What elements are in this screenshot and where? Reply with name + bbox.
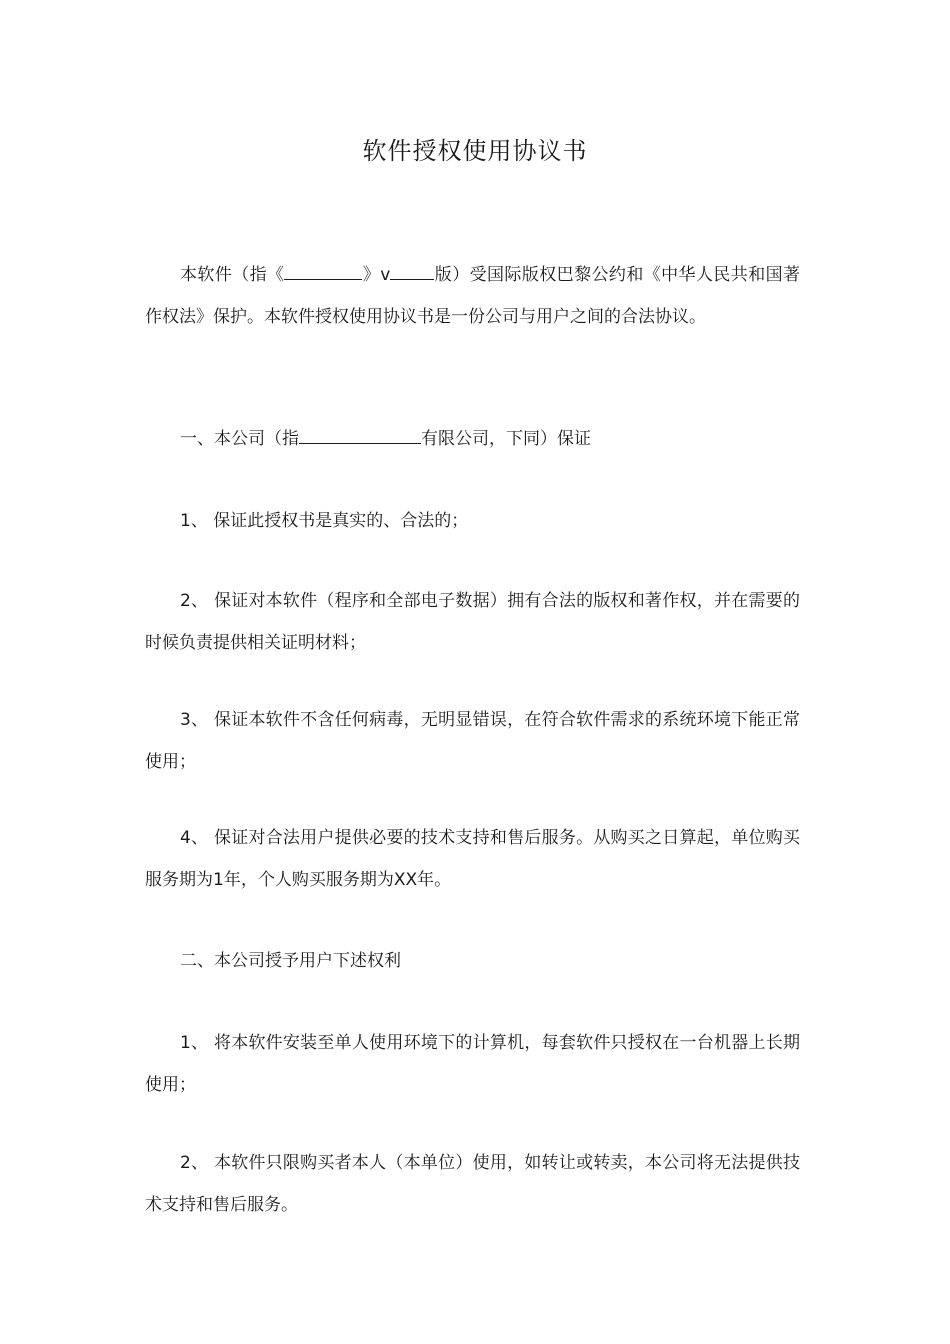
section-2-item-2: 2、 本软件只限购买者本人（本单位）使用，如转让或转卖，本公司将无法提供技术支持和售后服务。: [145, 1153, 800, 1215]
section-1-heading-suffix: 有限公司，下同）保证: [421, 429, 591, 449]
section-1-item-2: 2、 保证对本软件（程序和全部电子数据）拥有合法的版权和著作权，并在需要的时候负责提供相关证明材料；: [145, 591, 800, 653]
section-1-heading: [145, 418, 800, 460]
intro-paragraph: [145, 254, 800, 338]
section-1-item-3: 3、 保证本软件不含任何病毒，无明显错误，在符合软件需求的系统环境下能正常使用；: [145, 710, 800, 772]
section-1-item-1: 1、 保证此授权书是真实的、合法的；: [180, 511, 469, 531]
version-blank: [390, 262, 434, 280]
intro-text-start: 本软件（指《: [180, 265, 285, 285]
intro-text-version: 》v: [362, 265, 391, 285]
document-title: 软件授权使用协议书: [362, 137, 588, 165]
section-1-item-4: 4、 保证对合法用户提供必要的技术支持和售后服务。从购买之日算起，单位购买服务期为1年，个人购买服务期为XX年。: [145, 828, 800, 890]
section-2-item-1: 1、 将本软件安装至单人使用环境下的计算机，每套软件只授权在一台机器上长期使用；: [145, 1033, 800, 1095]
section-2-heading: 二、本公司授予用户下述权利: [180, 951, 401, 971]
intro-text-rest: 版）受国际版权巴黎公约和《中华人民共和国著作权法》保护。本软件授权使用协议书是一份公司与用户之间的合法协议。: [145, 265, 801, 327]
section-1-heading-prefix: 一、本公司（指: [180, 429, 299, 449]
company-name-blank: [299, 426, 421, 444]
software-name-blank: [284, 262, 362, 280]
